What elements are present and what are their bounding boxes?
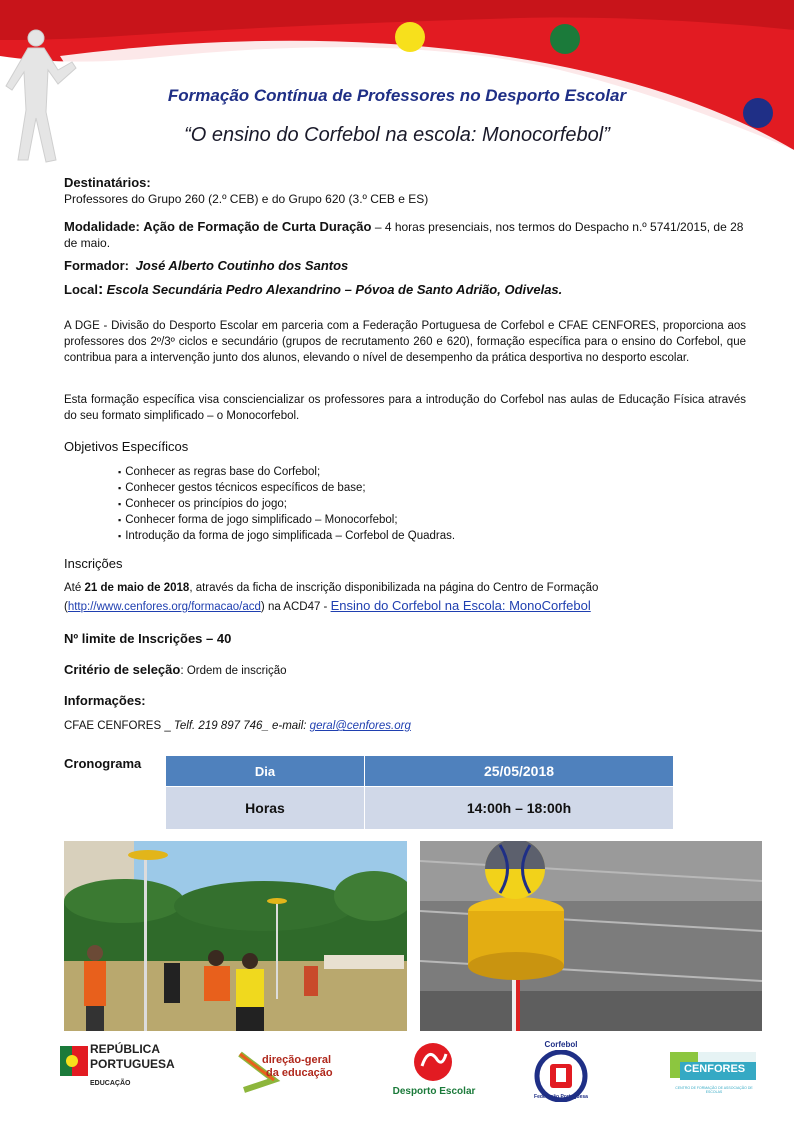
modalidade-type: Ação de Formação de Curta Duração xyxy=(143,219,372,234)
criterio-colon: : xyxy=(180,663,184,677)
portugal-flag-icon xyxy=(60,1042,88,1080)
corfebol-text: Corfebol xyxy=(544,1040,578,1049)
course-title: “O ensino do Corfebol na escola: Monocorfebol” xyxy=(184,124,610,146)
formador-label: Formador: xyxy=(64,258,129,273)
dge-text-2: da educação xyxy=(266,1067,333,1079)
cenfores-subtext: CENTRO DE FORMAÇÃO DE ASSOCIAÇÃO DE ESCOLAS xyxy=(675,1086,753,1094)
list-item: ▪ Conhecer os princípios do jogo; xyxy=(118,496,455,512)
local-label: Local xyxy=(64,282,98,297)
formador-name: José Alberto Coutinho dos Santos xyxy=(135,258,349,273)
destinatarios-section xyxy=(64,175,746,207)
republica-text: REPÚBLICA xyxy=(90,1042,161,1056)
page-title: Formação Contínua de Professores no Desporto Escolar xyxy=(167,86,627,105)
table-cell-horas: Horas xyxy=(166,787,365,830)
list-item: ▪ Conhecer gestos técnicos específicos de base; xyxy=(118,480,455,496)
table-row xyxy=(166,787,674,830)
dge-logo xyxy=(236,1044,340,1094)
table-header-row xyxy=(166,756,674,787)
criterio-value: Ordem de inscrição xyxy=(183,665,287,677)
dge-text-1: direção-geral xyxy=(262,1054,332,1066)
formador-section xyxy=(64,258,746,274)
local-colon: : xyxy=(97,281,104,298)
federacao-corfebol-logo xyxy=(530,1040,592,1102)
table-cell-time: 14:00h – 18:00h xyxy=(365,787,674,830)
intro-paragraph: A DGE - Divisão do Desporto Escolar em parceria com a Federação Portuguesa de Corfebol e CFAE CENFORES, proporciona aos professores dos 2º/3º ciclos e secundário (grupos de recrutamento 260 e 620), formação específica para o ensino do Corfebol, que contribua para a intervenção junto dos alunos, elevando o nível de desempenho da prática desportiva no desporto escolar. xyxy=(64,320,746,364)
list-item: ▪ Introdução da forma de jogo simplificada – Corfebol de Quadras. xyxy=(118,528,455,544)
cronograma-label: Cronograma xyxy=(64,756,142,771)
criterio-label: Critério de seleção xyxy=(64,662,181,677)
informacoes-org: CFAE CENFORES _ xyxy=(64,720,174,732)
modalidade-text: – 4 horas presenciais, nos termos do Despacho n.º 5741/2015, de 28 de maio. xyxy=(64,220,744,250)
cronograma-table xyxy=(165,755,674,830)
criterio-section xyxy=(64,662,746,679)
inscricoes-label: Inscrições xyxy=(64,556,123,571)
desporto-escolar-text: Desporto Escolar xyxy=(392,1086,476,1097)
cenfores-logo xyxy=(668,1048,760,1096)
table-header-dia: Dia xyxy=(166,756,365,787)
educacao-text: EDUCAÇÃO xyxy=(90,1080,131,1087)
list-item: ▪ Conhecer as regras base do Corfebol; xyxy=(118,464,455,480)
local-section xyxy=(64,282,746,298)
limite-inscricoes: Nº limite de Inscrições – 40 xyxy=(64,631,232,646)
portuguesa-text: PORTUGUESA xyxy=(90,1057,175,1071)
inscricoes-date: 21 de maio de 2018 xyxy=(84,582,190,594)
inscricoes-code: na ACD47 - xyxy=(267,601,331,613)
course-link[interactable]: Ensino do Corfebol na Escola: MonoCorfebol xyxy=(330,598,591,613)
cenfores-text: CENFORES xyxy=(684,1063,746,1075)
paren-close: ) xyxy=(260,601,265,613)
destinatarios-label: Destinatários: xyxy=(64,175,151,190)
paren-open: ( xyxy=(64,601,68,613)
inscricoes-mid: , através da ficha de inscrição disponibilizada na página do Centro de Formação xyxy=(189,582,599,594)
republica-portuguesa-logo xyxy=(58,1040,178,1100)
objetivos-label xyxy=(64,439,746,455)
informacoes-phone: Telf. 219 897 746_ e-mail: xyxy=(173,720,310,732)
local-value: Escola Secundária Pedro Alexandrino – Póvoa de Santo Adrião, Odivelas. xyxy=(106,282,563,297)
purpose-paragraph: Esta formação específica visa consciencializar os professores para a introdução do Corfebol nas aulas de Educação Física através do seu formato simplificado – o Monocorfebol. xyxy=(64,394,746,422)
inscricoes-text xyxy=(64,580,746,616)
cenfores-url-link[interactable]: http://www.cenfores.org/formacao/acd xyxy=(67,601,261,613)
list-item: ▪ Conhecer forma de jogo simplificado – Monocorfebol; xyxy=(118,512,455,528)
email-link[interactable]: geral@cenfores.org xyxy=(309,720,411,732)
korfball-game-photo xyxy=(64,841,407,1031)
modalidade-label: Modalidade: xyxy=(64,219,140,234)
inscricoes-pre: Até xyxy=(64,582,85,594)
objetivos-list xyxy=(118,464,455,544)
modalidade-section xyxy=(64,219,746,251)
informacoes-line xyxy=(64,718,746,734)
table-header-date: 25/05/2018 xyxy=(365,756,674,787)
federacao-text: Federação Portuguesa xyxy=(534,1094,588,1100)
informacoes-label: Informações: xyxy=(64,693,146,708)
desporto-escolar-icon xyxy=(408,1042,458,1082)
objetivos-label-text: Objetivos Específicos xyxy=(64,439,189,454)
yellow-ball-icon xyxy=(395,22,425,52)
korfball-basket-photo xyxy=(420,841,762,1031)
desporto-escolar-logo xyxy=(384,1042,484,1102)
destinatarios-text: Professores do Grupo 260 (2.º CEB) e do Grupo 620 (3.º CEB e ES) xyxy=(64,192,429,206)
green-ball-icon xyxy=(550,24,580,54)
